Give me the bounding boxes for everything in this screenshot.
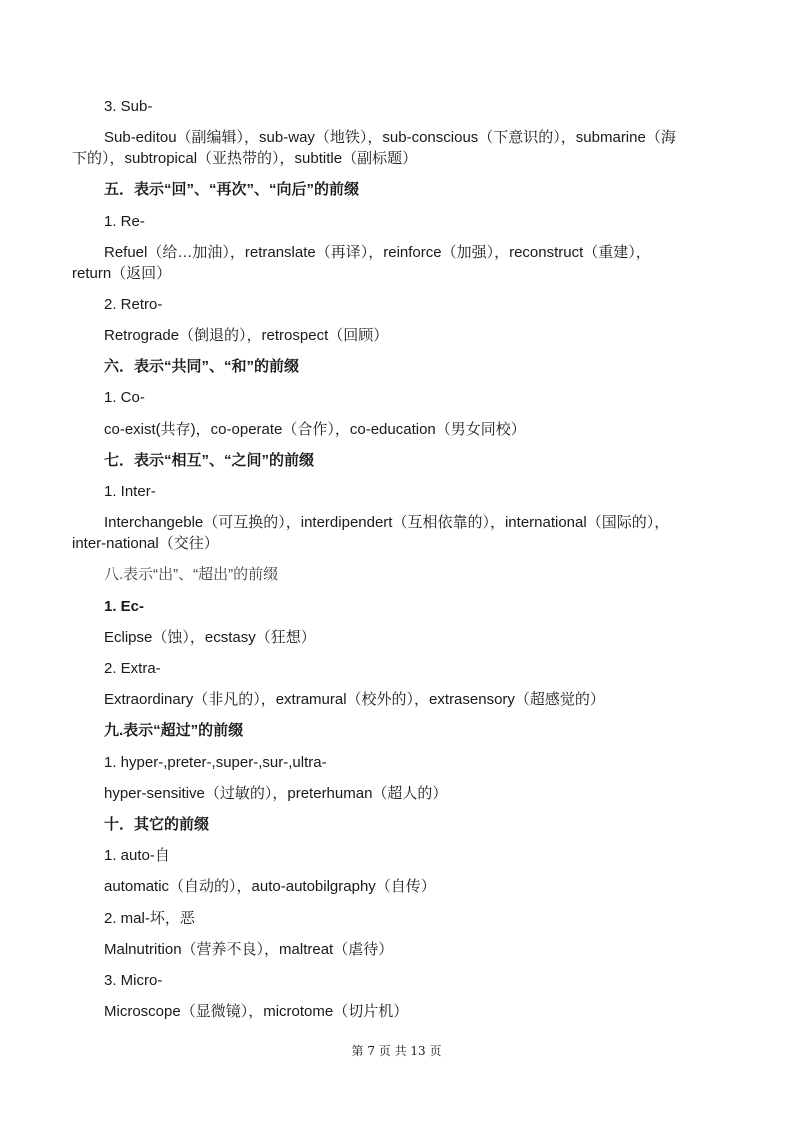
list-item: 3. Micro- bbox=[104, 972, 163, 989]
paragraph-line: inter-national（交往） bbox=[72, 535, 219, 552]
list-item: 1. Co- bbox=[104, 389, 145, 406]
section-heading: 五．表示“回”、“再次”、“向后”的前缀 bbox=[104, 181, 360, 198]
list-item: 1. auto-自 bbox=[104, 847, 170, 864]
list-item: 1. Inter- bbox=[104, 483, 156, 500]
paragraph bbox=[72, 512, 724, 554]
section-heading: 九.表示“超过”的前缀 bbox=[104, 722, 244, 739]
paragraph: Retrograde（倒退的），retrospect（回顾） bbox=[104, 327, 389, 344]
paragraph-line: Refuel（给…加油），retranslate（再译），reinforce（加强），reconstruct（重建）， bbox=[104, 244, 651, 261]
paragraph: automatic（自动的），auto-autobilgraphy（自传） bbox=[104, 878, 436, 895]
page-footer: 第 7 页 共 13 页 bbox=[351, 1044, 442, 1058]
list-item: 1. Ec- bbox=[104, 598, 145, 615]
section-heading: 六．表示“共同”、“和”的前缀 bbox=[104, 358, 300, 375]
paragraph: Malnutrition（营养不良），maltreat（虐待） bbox=[104, 941, 394, 958]
section-heading: 七．表示“相互”、“之间”的前缀 bbox=[104, 452, 315, 469]
paragraph: hyper-sensitive（过敏的），preterhuman（超人的） bbox=[104, 785, 448, 802]
section-heading: 八.表示“出”、“超出”的前缀 bbox=[104, 566, 279, 583]
paragraph-line: return（返回） bbox=[72, 265, 172, 282]
list-item: 3. Sub- bbox=[104, 98, 153, 115]
section-heading: 十．其它的前缀 bbox=[104, 816, 210, 833]
paragraph-line: Sub-editou（副编辑），sub-way（地铁），sub-conscious（下意识的），submarine（海 bbox=[104, 129, 676, 146]
paragraph: Extraordinary（非凡的），extramural（校外的），extrasensory（超感觉的） bbox=[104, 691, 605, 708]
paragraph: Eclipse（蚀），ecstasy（狂想） bbox=[104, 629, 316, 646]
paragraph bbox=[72, 242, 724, 284]
paragraph-line: Interchangeble（可互换的），interdipendert（互相依靠的），international（国际的）， bbox=[104, 514, 670, 531]
list-item: 2. Extra- bbox=[104, 660, 161, 677]
list-item: 1. hyper-,preter-,super-,sur-,ultra- bbox=[104, 754, 327, 771]
list-item: 2. mal-坏，恶 bbox=[104, 910, 195, 927]
list-item: 2. Retro- bbox=[104, 296, 163, 313]
paragraph-line: 下的），subtropical（亚热带的），subtitle（副标题） bbox=[72, 150, 418, 167]
list-item: 1. Re- bbox=[104, 213, 145, 230]
paragraph: Microscope（显微镜），microtome（切片机） bbox=[104, 1003, 409, 1020]
paragraph bbox=[72, 127, 724, 169]
paragraph: co-exist(共存)，co-operate（合作），co-education（男女同校） bbox=[104, 421, 526, 438]
